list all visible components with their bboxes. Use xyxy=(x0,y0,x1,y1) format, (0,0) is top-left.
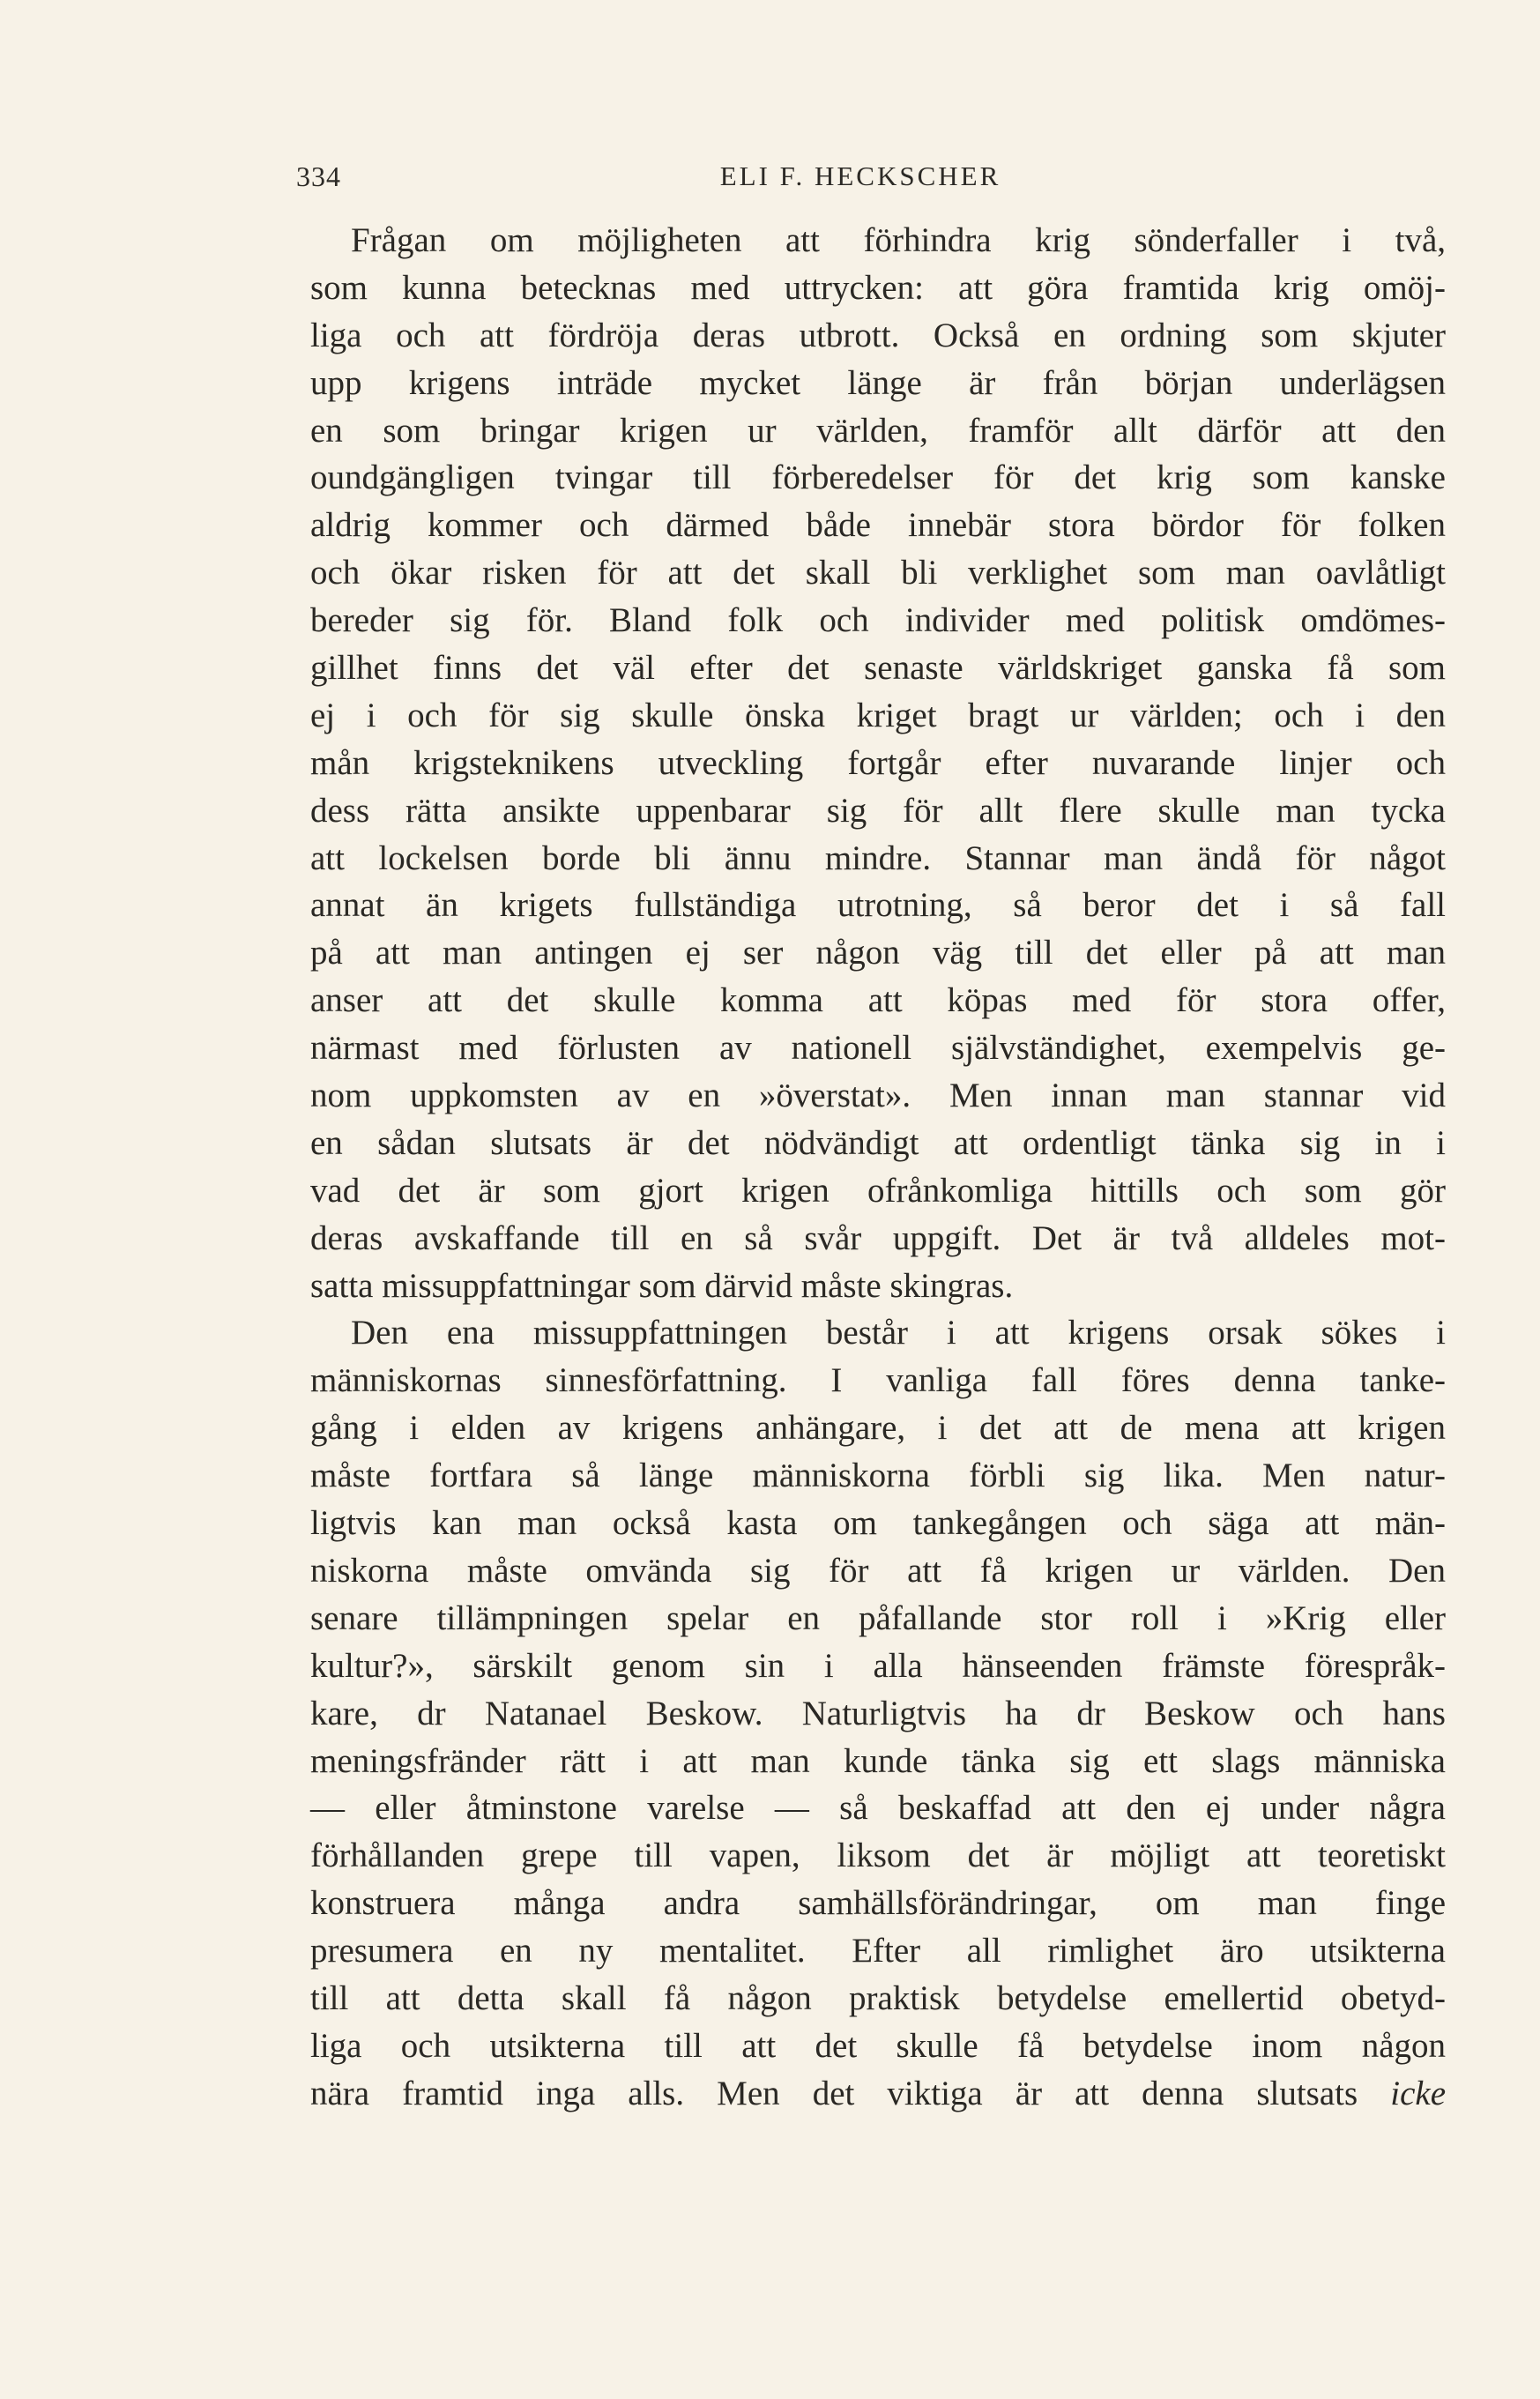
page-number: 334 xyxy=(296,160,341,192)
running-title: ELI F. HECKSCHER xyxy=(719,160,1001,191)
text-line: människornas sinnesförfattning. I vanliga fall föres denna tanke- xyxy=(310,1361,1446,1400)
text-line-final-roman: nära framtid inga alls. Men det viktiga är att denna slutsats xyxy=(310,2074,1358,2112)
text-line: och ökar risken för att det skall bli verklighet som man oavlåtligt xyxy=(310,554,1446,592)
text-line: Den ena missuppfattningen består i att krigens orsak sökes i xyxy=(351,1314,1446,1352)
text-line: bereder sig för. Bland folk och individer med politisk omdömes- xyxy=(310,601,1446,640)
text-line: ligtvis kan man också kasta om tankegången och säga att män- xyxy=(310,1504,1446,1543)
text-line: till att detta skall få någon praktisk betydelse emellertid obetyd- xyxy=(310,1978,1446,2017)
text-line: på att man antingen ej ser någon väg till det eller på att man xyxy=(310,934,1446,972)
text-line: en sådan slutsats är det nödvändigt att ordentligt tänka sig in i xyxy=(310,1123,1446,1162)
italic-word: icke xyxy=(1390,2074,1447,2112)
text-line: förhållanden grepe till vapen, liksom det är möjligt att teoretiskt xyxy=(310,1837,1446,1875)
text-line: konstruera många andra samhällsförändringar, om man finge xyxy=(310,1884,1446,1923)
text-line: oundgängligen tvingar till förberedelser för det krig som kanske xyxy=(310,458,1446,497)
text-line: kare, dr Natanael Beskow. Naturligtvis ha dr Beskow och hans xyxy=(310,1694,1446,1732)
text-line: Frågan om möjligheten att förhindra krig sönderfaller i två, xyxy=(351,221,1446,259)
text-line: meningsfränder rätt i att man kunde tänka sig ett slags människa xyxy=(310,1741,1446,1780)
text-line: liga och utsikterna till att det skulle få betydelse inom någon xyxy=(310,2026,1446,2065)
text-line: att lockelsen borde bli ännu mindre. Stannar man ändå för något xyxy=(310,838,1446,877)
running-header xyxy=(296,160,1442,205)
text-line: kultur?», särskilt genom sin i alla hänseenden främste förespråk- xyxy=(310,1646,1446,1685)
text-line: ej i och för sig skulle önska kriget bragt ur världen; och i den xyxy=(310,696,1446,734)
text-line: deras avskaffande till en så svår uppgift. Det är två alldeles mot- xyxy=(310,1218,1446,1257)
text-line: anser att det skulle komma att köpas med för stora offer, xyxy=(310,981,1446,1020)
text-line-final xyxy=(310,2070,1446,2118)
text-line: aldrig kommer och därmed både innebär stora bördor för folken xyxy=(310,506,1446,545)
text-line: gång i elden av krigens anhängare, i det att de mena att krigen xyxy=(310,1409,1446,1448)
text-line: nom uppkomsten av en »överstat». Men innan man stannar vid xyxy=(310,1077,1446,1115)
paragraph-1 xyxy=(310,217,1446,1309)
text-line: som kunna betecknas med uttrycken: att göra framtida krig omöj- xyxy=(310,268,1446,307)
text-line: en som bringar krigen ur världen, framför allt därför att den xyxy=(310,411,1446,450)
paragraph-2 xyxy=(310,1309,1446,2117)
text-line: senare tillämpningen spelar en påfallande stor roll i »Krig eller xyxy=(310,1598,1446,1637)
text-line: dess rätta ansikte uppenbarar sig för allt flere skulle man tycka xyxy=(310,791,1446,830)
body-text xyxy=(310,217,1446,2118)
text-line: niskorna måste omvända sig för att få krigen ur världen. Den xyxy=(310,1551,1446,1590)
text-line: vad det är som gjort krigen ofrånkomliga hittills och som gör xyxy=(310,1171,1446,1210)
text-line: mån krigsteknikens utveckling fortgår efter nuvarande linjer och xyxy=(310,743,1446,782)
text-line: liga och att fördröja deras utbrott. Också en ordning som skjuter xyxy=(310,316,1446,354)
text-line: annat än krigets fullständiga utrotning, så beror det i så fall xyxy=(310,886,1446,925)
text-line: upp krigens inträde mycket länge är från början underlägsen xyxy=(310,363,1446,402)
text-line: satta missuppfattningar som därvid måste skingras. xyxy=(310,1266,1014,1305)
text-line: måste fortfara så länge människorna förbli sig lika. Men natur- xyxy=(310,1457,1446,1495)
text-line: presumera en ny mentalitet. Efter all rimlighet äro utsikterna xyxy=(310,1932,1446,1971)
text-line: närmast med förlusten av nationell självständighet, exempelvis ge- xyxy=(310,1029,1446,1068)
text-line: gillhet finns det väl efter det senaste världskriget ganska få som xyxy=(310,649,1446,688)
text-line: — eller åtminstone varelse — så beskaffad att den ej under några xyxy=(310,1789,1446,1828)
